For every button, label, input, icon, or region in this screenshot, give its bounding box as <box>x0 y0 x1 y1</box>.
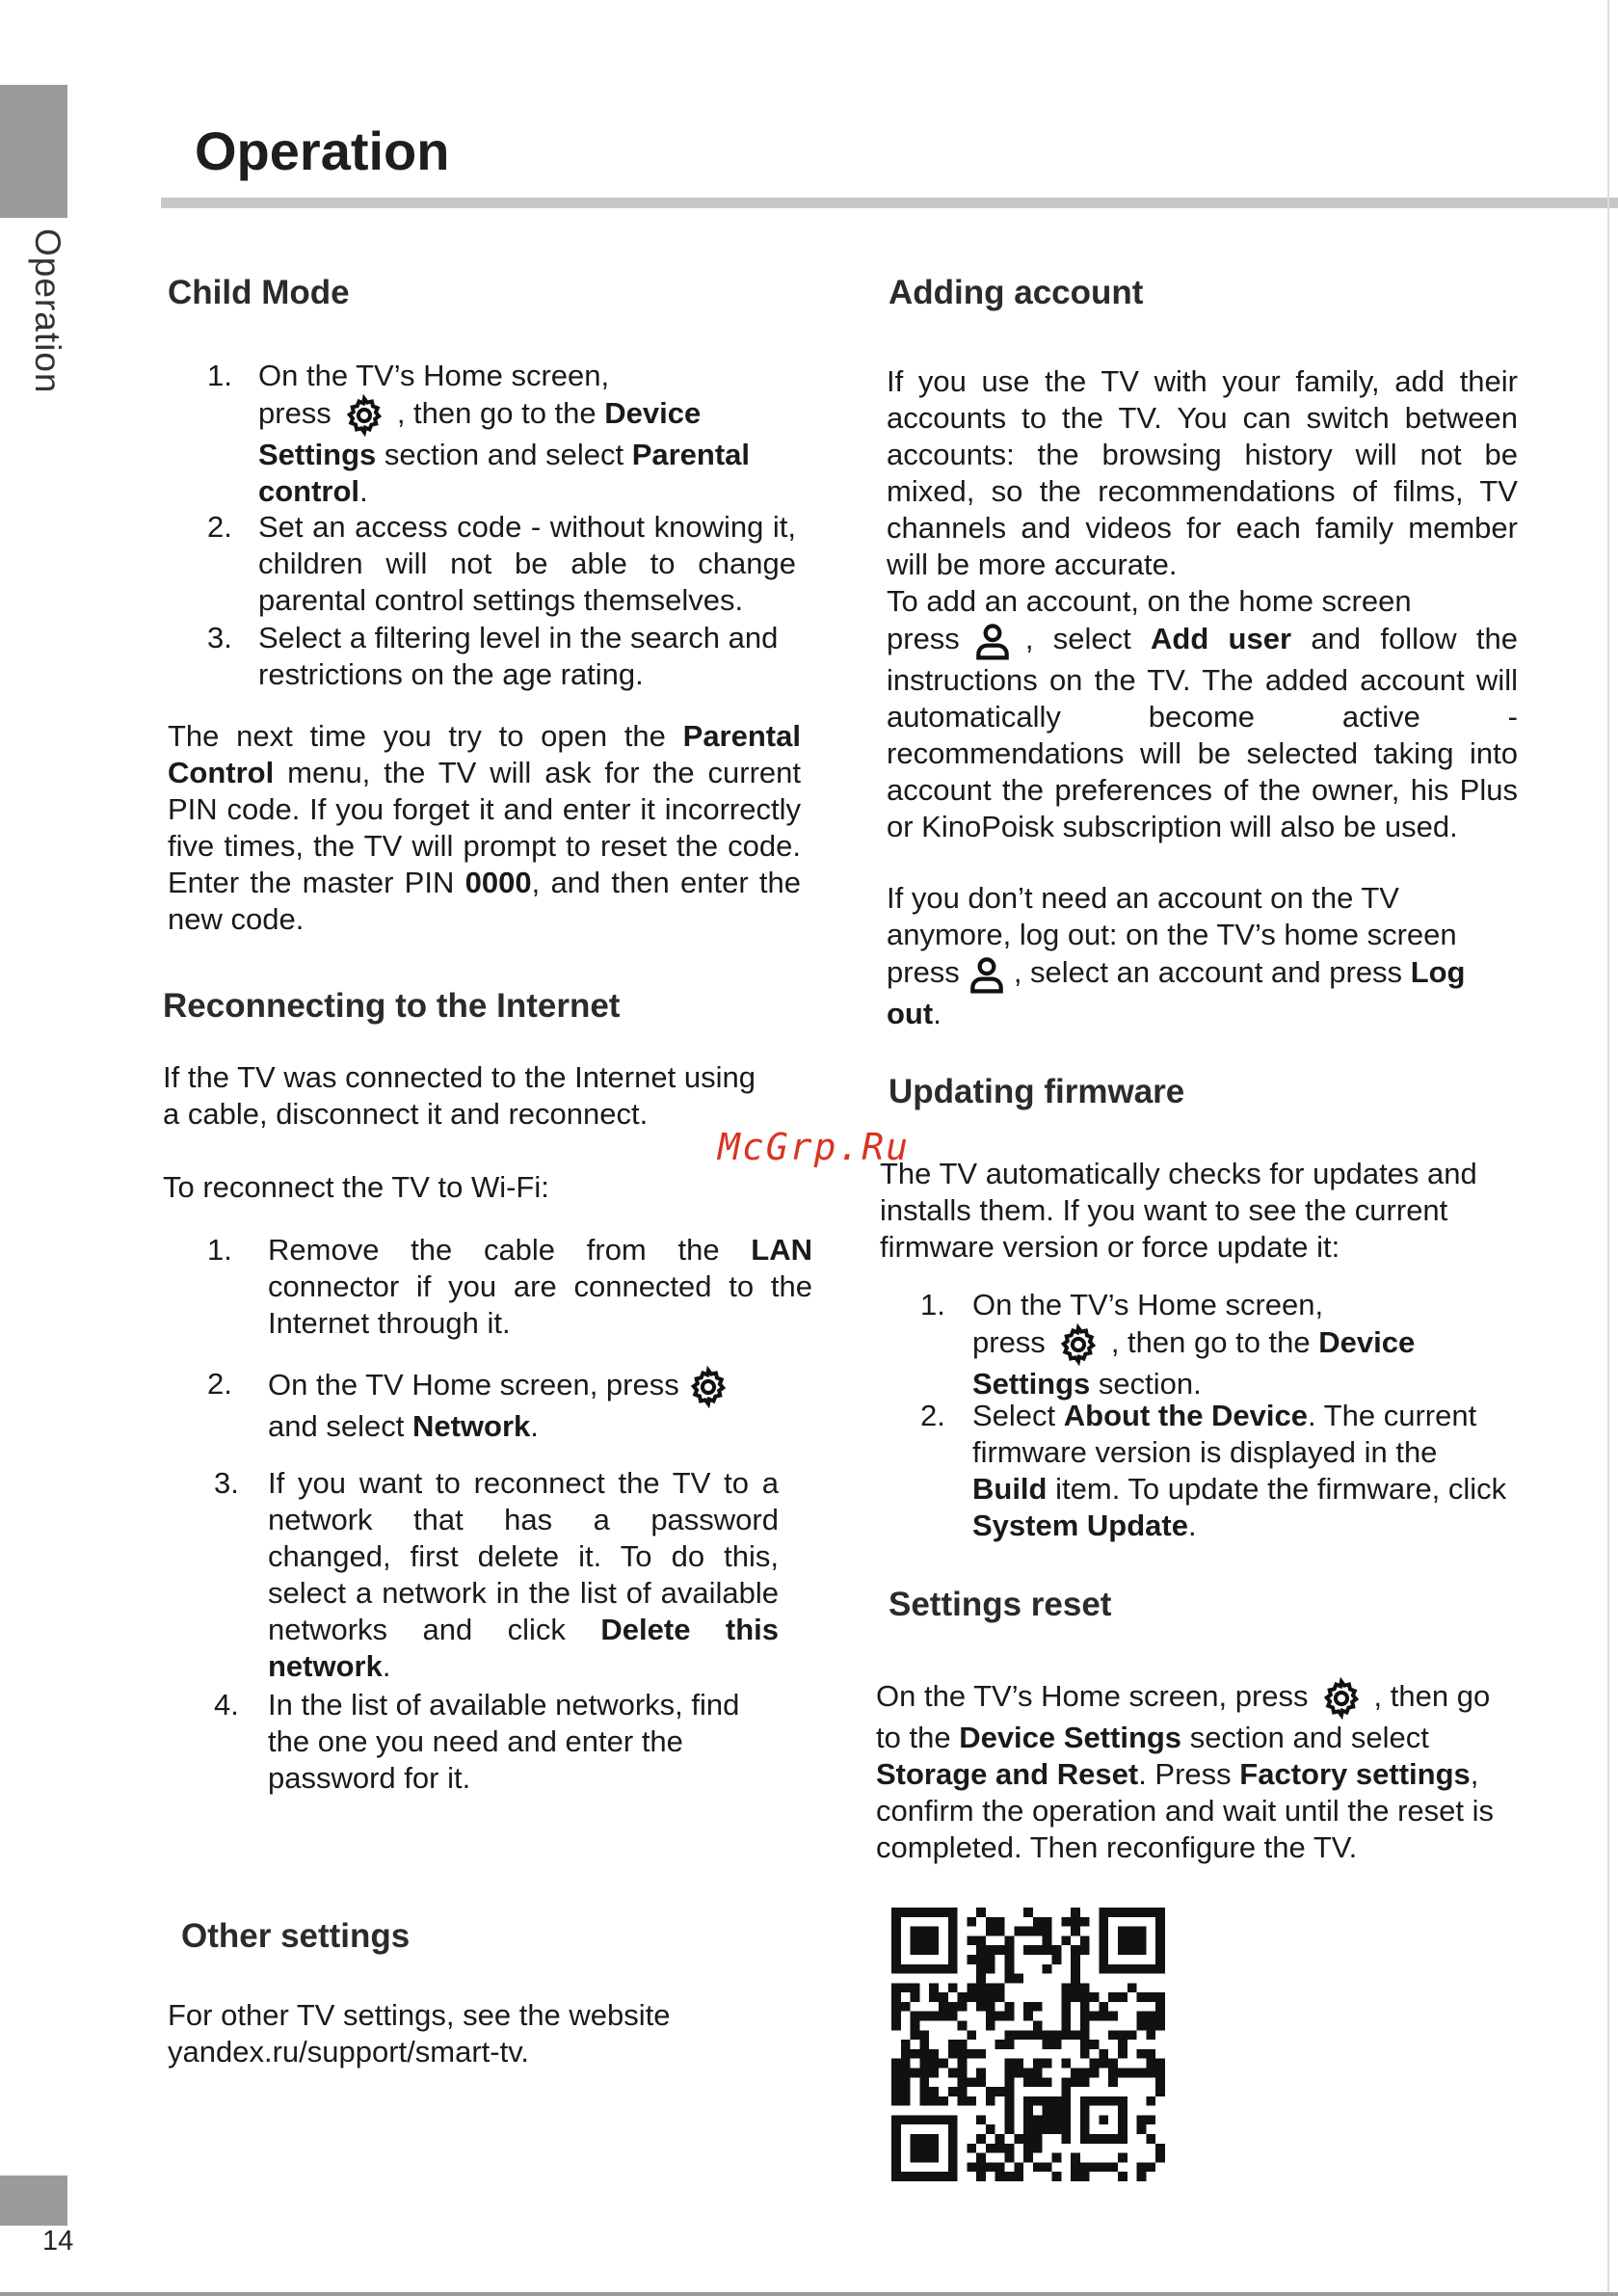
other-settings-text: For other TV settings, see the website yandex.ru/support/smart-tv. <box>168 1998 671 2069</box>
reconnect-step-4: 4. In the list of available networks, find the one you need and enter the password for it. <box>214 1688 740 1795</box>
firmware-intro: The TV automatically checks for updates and installs them. If you want to see the current firmware version or force update it: <box>880 1157 1477 1264</box>
title-rule <box>161 198 1618 208</box>
reconnect-intro: If the TV was connected to the Internet using a cable, disconnect it and reconnect. <box>163 1060 756 1131</box>
gear-icon <box>687 1366 729 1408</box>
settings-reset-text: On the TV’s Home screen, press , then go to the Device Settings section and select Storage and Reset. Press Factory settings, confirm the operation and wait until the reset is completed. Then reconfigure the TV. <box>876 1677 1517 1866</box>
page-number: 14 <box>42 2226 74 2256</box>
account-paragraph-3: If you don’t need an account on the TV anymore, log out: on the TV’s home screen press , select an account and press Log out. <box>887 881 1466 1030</box>
page-title: Operation <box>195 120 450 181</box>
child-mode-step-1: 1. On the TV’s Home screen, press , then go to the Device Settings section and select Parental control. <box>207 359 751 508</box>
page-bottom-edge <box>0 2292 1618 2296</box>
side-section-label: Operation <box>28 228 67 394</box>
child-mode-heading: Child Mode <box>168 274 350 311</box>
other-settings-heading: Other settings <box>181 1917 411 1955</box>
gear-icon <box>1057 1323 1100 1366</box>
account-paragraph-2: To add an account, on the home screen press , select Add user and follow the instructions on the TV. The added account will automatically become active - recommendations will be selected taking into account the preferences of the owner, his Plus or KinoPoisk subscription will also be used. <box>887 584 1518 843</box>
updating-firmware-heading: Updating firmware <box>889 1073 1185 1110</box>
settings-reset-heading: Settings reset <box>889 1586 1112 1623</box>
reconnect-heading: Reconnecting to the Internet <box>163 987 621 1025</box>
child-mode-paragraph: The next time you try to open the Parental Control menu, the TV will ask for the current PIN code. If you forget it and enter it incorrectly five times, the TV will prompt to reset the code. Enter the master PIN 0000, and then enter the new code. <box>168 719 801 936</box>
side-tab-marker <box>0 85 67 218</box>
account-paragraph-1: If you use the TV with your family, add their accounts to the TV. You can switch between accounts: the browsing history will not be mixed, so the recommendations of films, TV channels and videos for each family member will be more accurate. <box>887 364 1518 581</box>
qr-code <box>891 1908 1165 2181</box>
reconnect-step-3: 3. If you want to reconnect the TV to a network that has a password changed, first delete it. To do this, select a network in the list of available networks and click Delete this network. <box>214 1466 779 1683</box>
child-mode-step-3: 3. Select a filtering level in the search and restrictions on the age rating. <box>207 621 779 691</box>
reconnect-wifi-line: To reconnect the TV to Wi-Fi: <box>163 1170 549 1204</box>
user-icon <box>966 953 1008 996</box>
user-icon <box>971 620 1014 662</box>
firmware-step-2: 2. Select About the Device. The current firmware version is displayed in the Build item. To update the firmware, click System Update. <box>920 1399 1507 1542</box>
gear-icon <box>1320 1677 1363 1720</box>
adding-account-heading: Adding account <box>889 274 1144 311</box>
page-number-tab <box>0 2176 67 2226</box>
watermark: McGrp.Ru <box>718 1126 911 1168</box>
support-link-text: yandex.ru/support/smart-tv. <box>168 2035 530 2069</box>
firmware-step-1: 1. On the TV’s Home screen, press , then go to the Device Settings section. <box>920 1288 1416 1401</box>
reconnect-step-1: 1. Remove the cable from the LAN connector if you are connected to the Internet through it. <box>207 1233 812 1340</box>
gear-icon <box>343 394 385 437</box>
reconnect-step-2: 2. On the TV Home screen, press and select Network. <box>207 1366 814 1443</box>
page-edge <box>1607 0 1609 2296</box>
child-mode-step-2: 2. Set an access code - without knowing it, children will not be able to change parental control settings themselves. <box>207 510 796 617</box>
